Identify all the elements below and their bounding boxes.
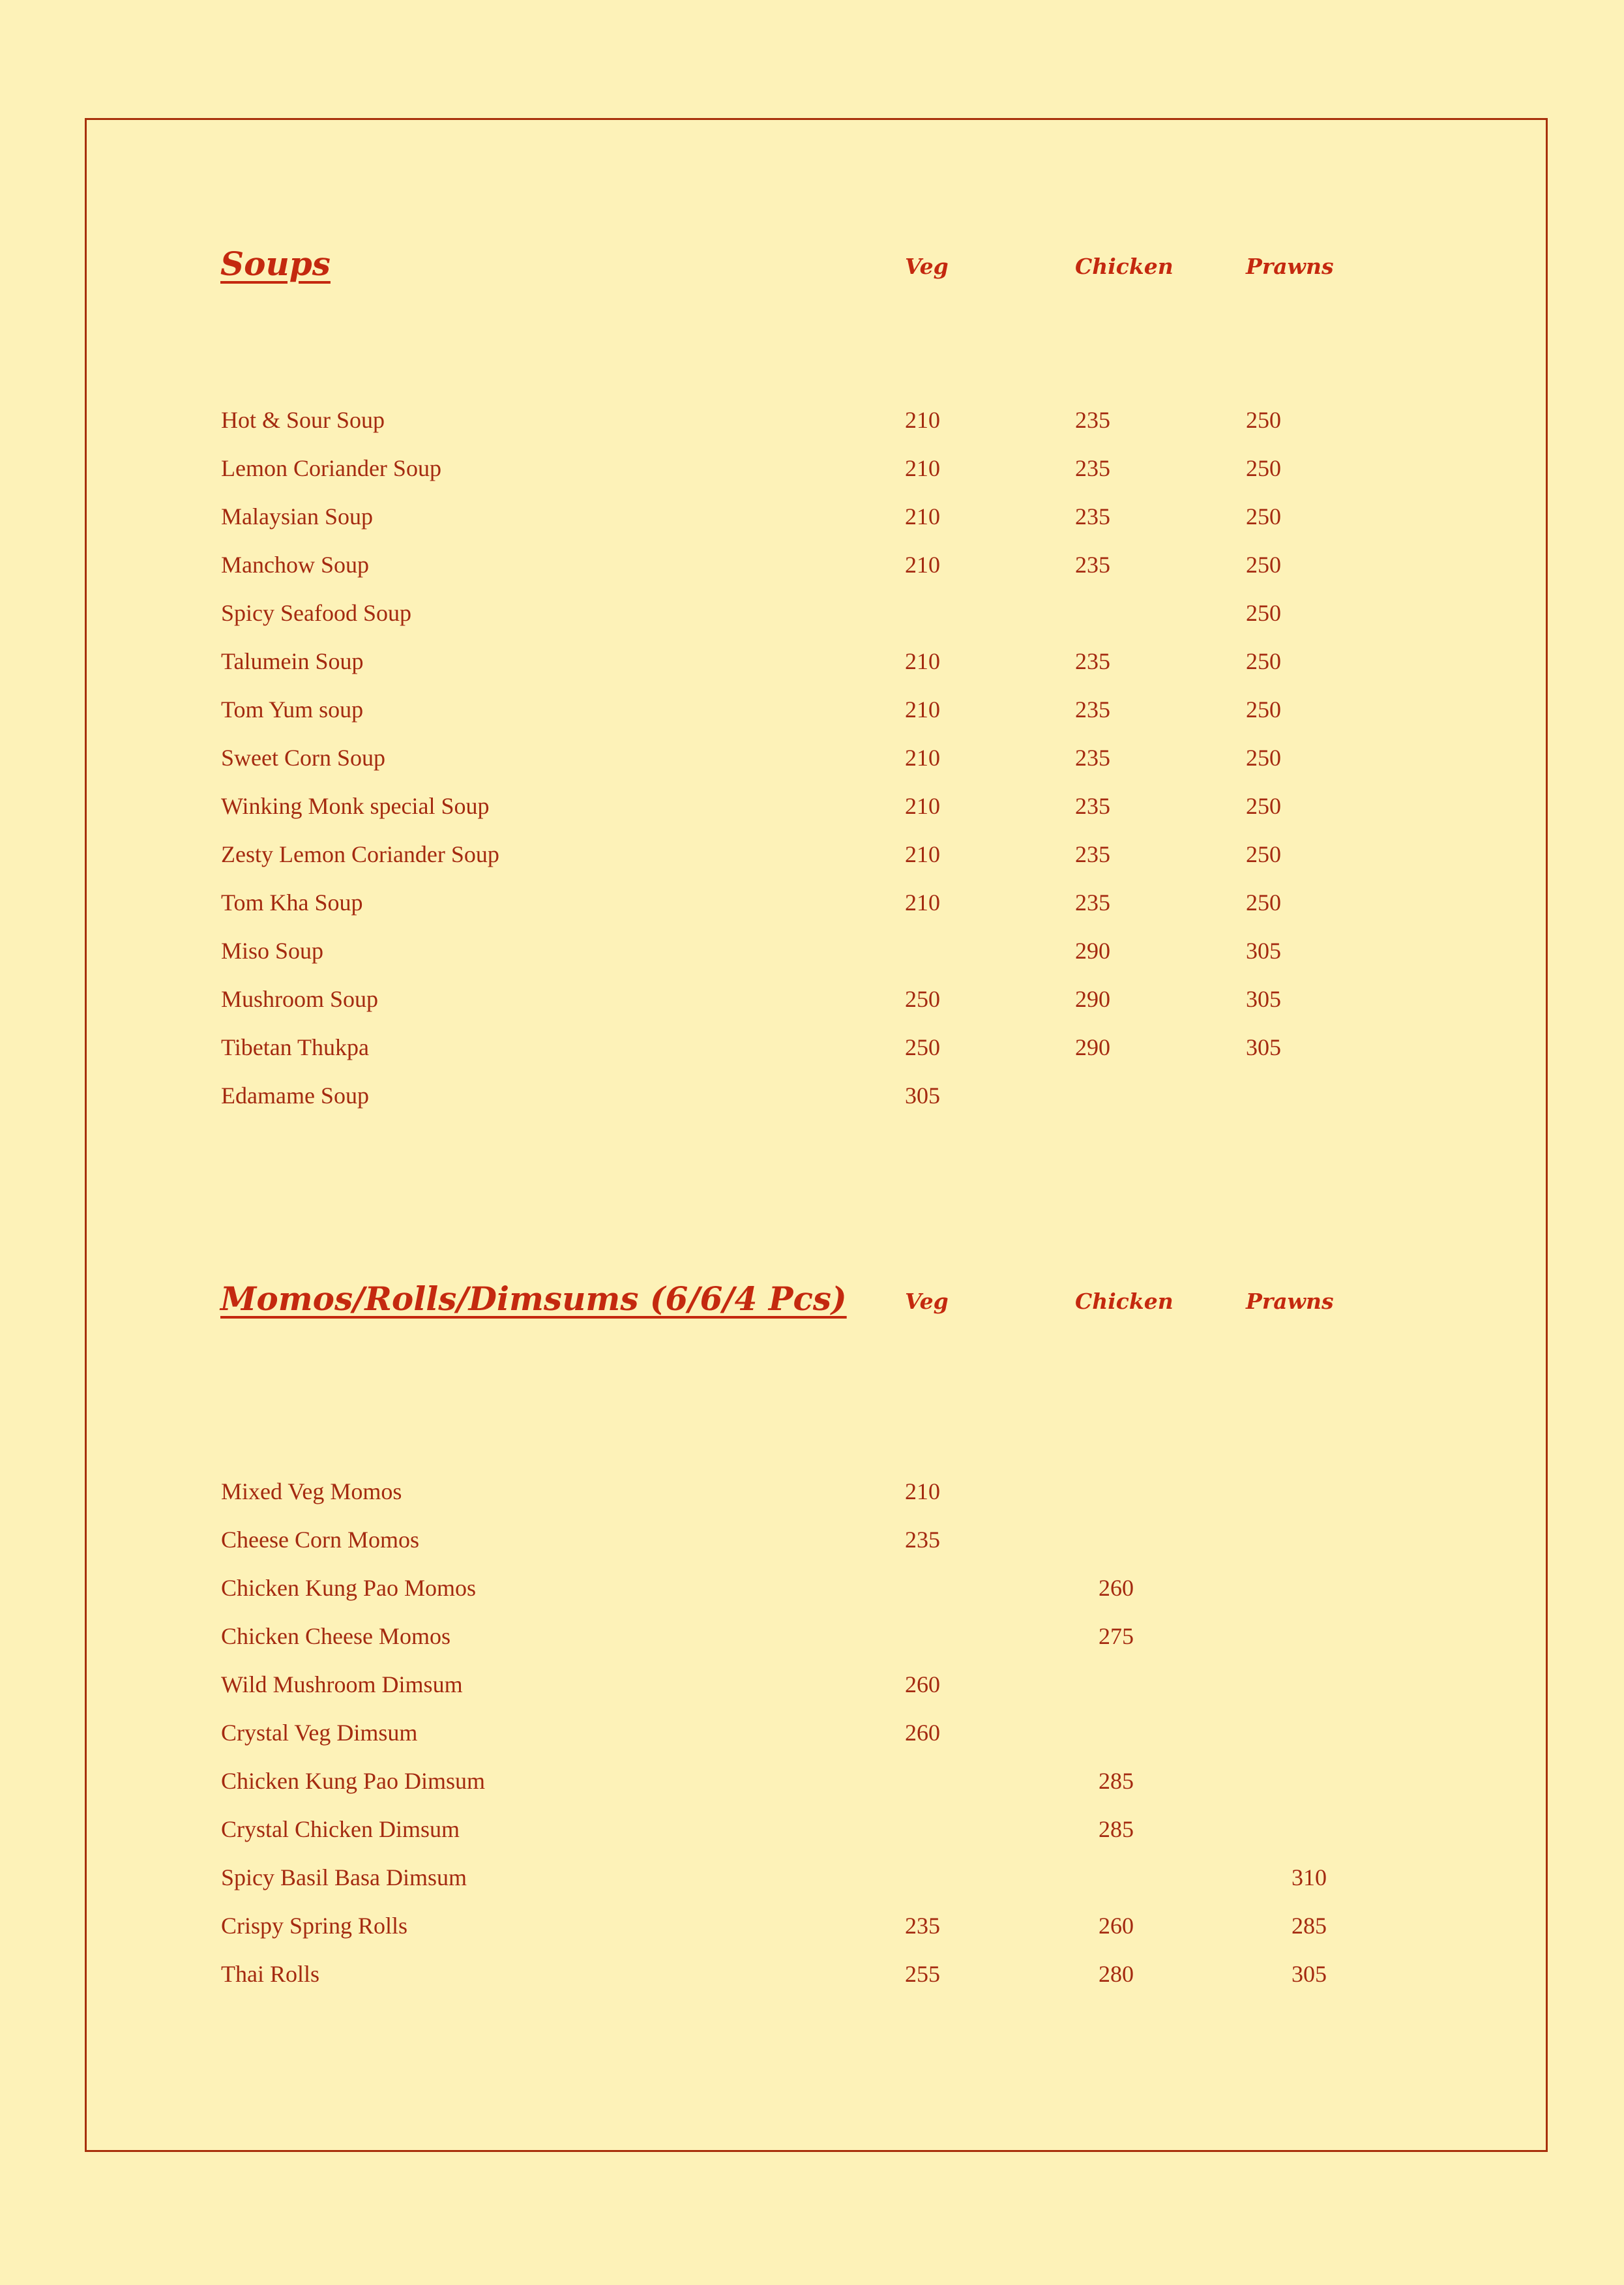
menu-item-row	[87, 1083, 1550, 1131]
menu-content	[87, 120, 1550, 2154]
menu-item-price-veg: 210	[905, 407, 940, 433]
menu-item-row	[87, 1575, 1550, 1623]
menu-item-price-chicken: 285	[1099, 1768, 1134, 1794]
menu-item-row	[87, 1527, 1550, 1575]
menu-item-price-prawns: 250	[1246, 455, 1281, 481]
menu-item-price-chicken: 290	[1075, 1034, 1110, 1060]
menu-item-price-chicken: 260	[1099, 1575, 1134, 1601]
menu-section-soups	[87, 245, 1550, 1109]
menu-item-price-chicken: 235	[1075, 696, 1110, 723]
menu-item-price-chicken: 235	[1075, 889, 1110, 916]
menu-item-price-prawns: 250	[1246, 696, 1281, 723]
menu-item-price-veg: 210	[905, 648, 940, 674]
menu-item-list-momos	[87, 1478, 1550, 2009]
menu-item-row	[87, 648, 1550, 696]
menu-item-name: Crystal Veg Dimsum	[221, 1720, 418, 1746]
menu-item-row	[87, 600, 1550, 648]
menu-item-name: Spicy Seafood Soup	[221, 600, 411, 626]
menu-item-price-chicken: 275	[1099, 1623, 1134, 1649]
menu-item-name: Mushroom Soup	[221, 986, 379, 1012]
menu-item-price-prawns: 285	[1292, 1913, 1327, 1939]
menu-item-name: Talumein Soup	[221, 648, 364, 674]
menu-item-price-veg: 210	[905, 793, 940, 819]
menu-item-price-chicken: 235	[1075, 455, 1110, 481]
menu-item-row	[87, 1768, 1550, 1816]
menu-item-price-veg: 210	[905, 455, 940, 481]
column-header-chicken: Chicken	[1075, 254, 1174, 279]
menu-item-price-prawns: 305	[1246, 938, 1281, 964]
menu-item-price-chicken: 235	[1075, 648, 1110, 674]
menu-item-price-veg: 235	[905, 1527, 940, 1553]
menu-item-price-veg: 210	[905, 503, 940, 530]
menu-item-name: Miso Soup	[221, 938, 324, 964]
menu-item-row	[87, 841, 1550, 889]
column-header-prawns: Prawns	[1246, 1289, 1334, 1314]
menu-item-row	[87, 1478, 1550, 1527]
menu-item-price-prawns: 250	[1246, 841, 1281, 867]
section-header-soups	[87, 245, 1550, 293]
menu-item-row	[87, 1961, 1550, 2009]
menu-item-row	[87, 696, 1550, 745]
menu-item-row	[87, 986, 1550, 1034]
menu-item-price-prawns: 305	[1246, 986, 1281, 1012]
menu-item-name: Tom Kha Soup	[221, 889, 363, 916]
menu-item-price-veg: 250	[905, 1034, 940, 1060]
menu-item-price-veg: 250	[905, 986, 940, 1012]
menu-item-row	[87, 552, 1550, 600]
menu-item-row	[87, 503, 1550, 552]
menu-item-price-prawns: 250	[1246, 793, 1281, 819]
menu-item-name: Tibetan Thukpa	[221, 1034, 370, 1060]
menu-item-price-veg: 210	[905, 696, 940, 723]
menu-item-price-chicken: 260	[1099, 1913, 1134, 1939]
menu-item-price-prawns: 250	[1246, 407, 1281, 433]
menu-item-price-veg: 255	[905, 1961, 940, 1987]
menu-item-name: Edamame Soup	[221, 1083, 369, 1109]
menu-item-price-prawns: 250	[1246, 648, 1281, 674]
menu-item-row	[87, 938, 1550, 986]
column-header-veg: Veg	[905, 1289, 949, 1314]
menu-item-name: Hot & Sour Soup	[221, 407, 385, 433]
menu-item-price-veg: 210	[905, 841, 940, 867]
menu-item-name: Chicken Kung Pao Momos	[221, 1575, 476, 1601]
menu-item-price-chicken: 290	[1075, 938, 1110, 964]
menu-section-momos	[87, 1279, 1550, 1987]
menu-item-name: Wild Mushroom Dimsum	[221, 1671, 463, 1697]
menu-item-price-veg: 260	[905, 1720, 940, 1746]
menu-item-name: Cheese Corn Momos	[221, 1527, 419, 1553]
menu-item-row	[87, 1671, 1550, 1720]
menu-item-row	[87, 1913, 1550, 1961]
menu-item-price-veg: 305	[905, 1083, 940, 1109]
menu-item-row	[87, 1816, 1550, 1864]
menu-item-price-prawns: 250	[1246, 552, 1281, 578]
menu-item-name: Spicy Basil Basa Dimsum	[221, 1864, 467, 1890]
menu-item-price-prawns: 250	[1246, 600, 1281, 626]
menu-item-price-chicken: 235	[1075, 841, 1110, 867]
menu-item-price-prawns: 250	[1246, 889, 1281, 916]
menu-item-row	[87, 889, 1550, 938]
menu-item-name: Manchow Soup	[221, 552, 369, 578]
menu-item-price-veg: 210	[905, 552, 940, 578]
menu-item-list-soups	[87, 407, 1550, 1131]
menu-item-name: Malaysian Soup	[221, 503, 373, 530]
menu-item-row	[87, 1720, 1550, 1768]
menu-item-name: Lemon Coriander Soup	[221, 455, 441, 481]
menu-item-name: Winking Monk special Soup	[221, 793, 490, 819]
menu-item-row	[87, 1623, 1550, 1671]
menu-item-price-chicken: 280	[1099, 1961, 1134, 1987]
column-header-prawns: Prawns	[1246, 254, 1334, 279]
menu-item-price-chicken: 235	[1075, 407, 1110, 433]
menu-item-price-veg: 210	[905, 1478, 940, 1504]
menu-item-price-veg: 210	[905, 889, 940, 916]
menu-item-name: Tom Yum soup	[221, 696, 364, 723]
menu-item-name: Zesty Lemon Coriander Soup	[221, 841, 499, 867]
column-header-veg: Veg	[905, 254, 949, 279]
menu-item-name: Sweet Corn Soup	[221, 745, 385, 771]
menu-item-name: Chicken Cheese Momos	[221, 1623, 450, 1649]
menu-item-price-veg: 260	[905, 1671, 940, 1697]
menu-item-name: Crispy Spring Rolls	[221, 1913, 408, 1939]
menu-item-price-chicken: 285	[1099, 1816, 1134, 1842]
menu-item-row	[87, 1034, 1550, 1083]
menu-item-price-veg: 235	[905, 1913, 940, 1939]
menu-item-row	[87, 745, 1550, 793]
menu-item-price-chicken: 235	[1075, 745, 1110, 771]
menu-item-name: Thai Rolls	[221, 1961, 319, 1987]
menu-item-name: Crystal Chicken Dimsum	[221, 1816, 460, 1842]
menu-item-name: Chicken Kung Pao Dimsum	[221, 1768, 485, 1794]
menu-item-price-prawns: 250	[1246, 745, 1281, 771]
menu-item-name: Mixed Veg Momos	[221, 1478, 402, 1504]
menu-item-price-chicken: 290	[1075, 986, 1110, 1012]
menu-item-price-prawns: 305	[1246, 1034, 1281, 1060]
menu-item-row	[87, 455, 1550, 503]
section-header-momos	[87, 1279, 1550, 1328]
menu-item-price-chicken: 235	[1075, 552, 1110, 578]
menu-item-price-veg: 210	[905, 745, 940, 771]
menu-item-row	[87, 1864, 1550, 1913]
menu-item-price-prawns: 310	[1292, 1864, 1327, 1890]
menu-item-price-chicken: 235	[1075, 503, 1110, 530]
section-title-soups: Soups	[220, 245, 331, 283]
menu-item-price-chicken: 235	[1075, 793, 1110, 819]
menu-item-price-prawns: 305	[1292, 1961, 1327, 1987]
column-header-chicken: Chicken	[1075, 1289, 1174, 1314]
menu-item-row	[87, 407, 1550, 455]
menu-item-row	[87, 793, 1550, 841]
menu-item-price-prawns: 250	[1246, 503, 1281, 530]
menu-frame	[85, 118, 1548, 2152]
section-title-momos: Momos/Rolls/Dimsums (6/6/4 Pcs)	[220, 1279, 847, 1318]
